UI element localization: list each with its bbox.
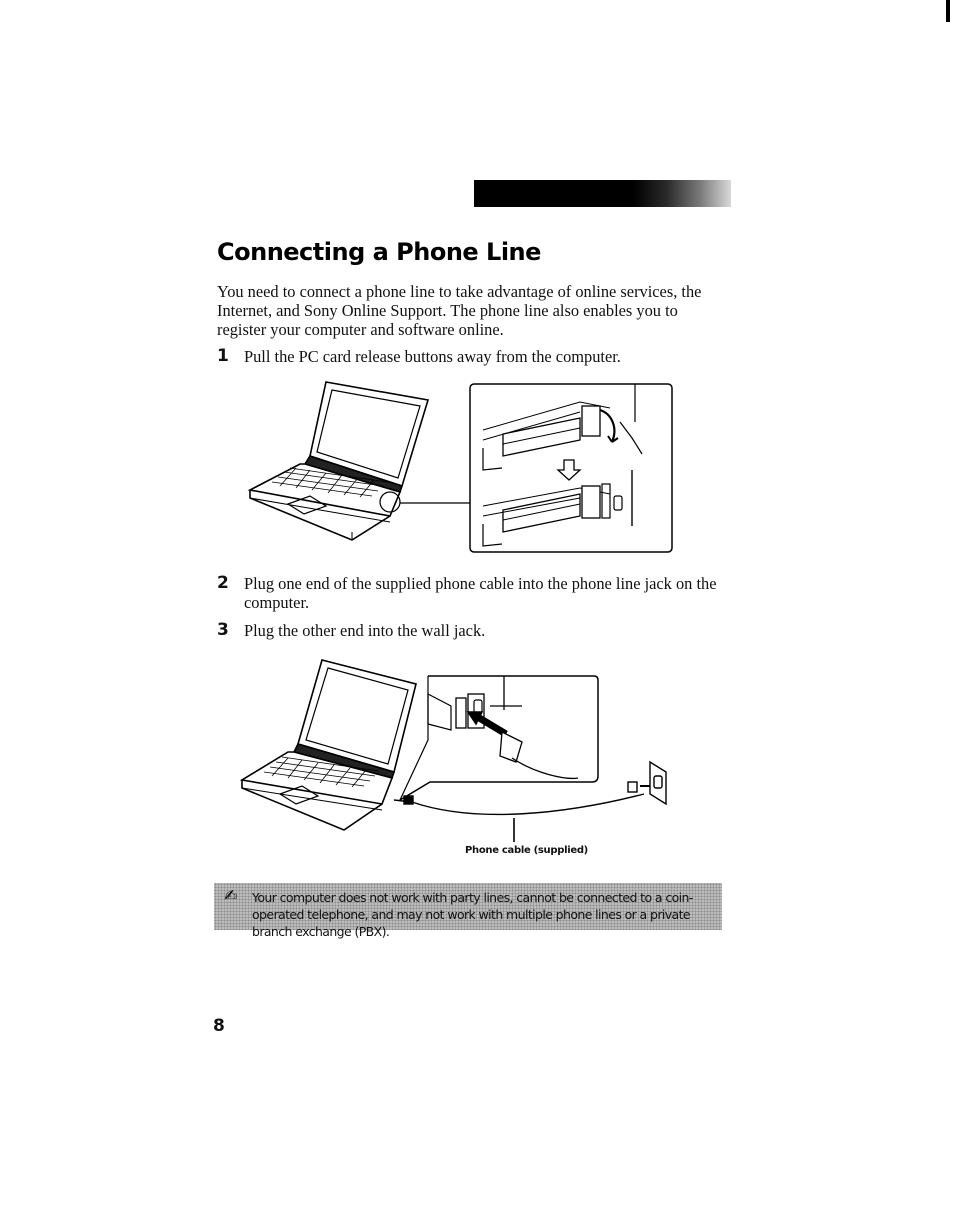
note-text: Your computer does not work with party lines, cannot be connected to a coin-operated telephone, and may not work with multiple phone lines or a private branch exchange (PBX). [252,890,693,939]
page-title: Connecting a Phone Line [217,238,541,266]
step-text: Plug one end of the supplied phone cable into the phone line jack on the computer. [244,574,717,612]
section-header-bar [474,180,731,207]
phone-cable-label: Phone cable (supplied) [465,845,588,856]
phone-line-connection-illustration [236,654,676,844]
step-text: Pull the PC card release buttons away from the computer. [244,347,621,366]
laptop-illustration [250,382,428,540]
laptop-illustration [242,660,416,830]
note-box [214,883,722,939]
page-number: 8 [213,1016,225,1036]
pc-card-release-illustration [240,378,680,558]
step-number: 2 [217,573,229,593]
step-number: 3 [217,620,229,640]
intro-paragraph: You need to connect a phone line to take advantage of online services, the Internet, and Sony Online Support. The phone line also enables you to register your computer and software online. [217,282,702,339]
step-text: Plug the other end into the wall jack. [244,621,486,640]
phone-jack-detail [400,676,598,800]
step-number: 1 [217,346,229,366]
note-pencil-icon: ✍ [224,886,238,905]
page-edge-mark [946,0,950,22]
pc-card-detail [470,384,672,552]
wall-jack-icon [628,762,666,804]
phone-cable [394,794,644,842]
